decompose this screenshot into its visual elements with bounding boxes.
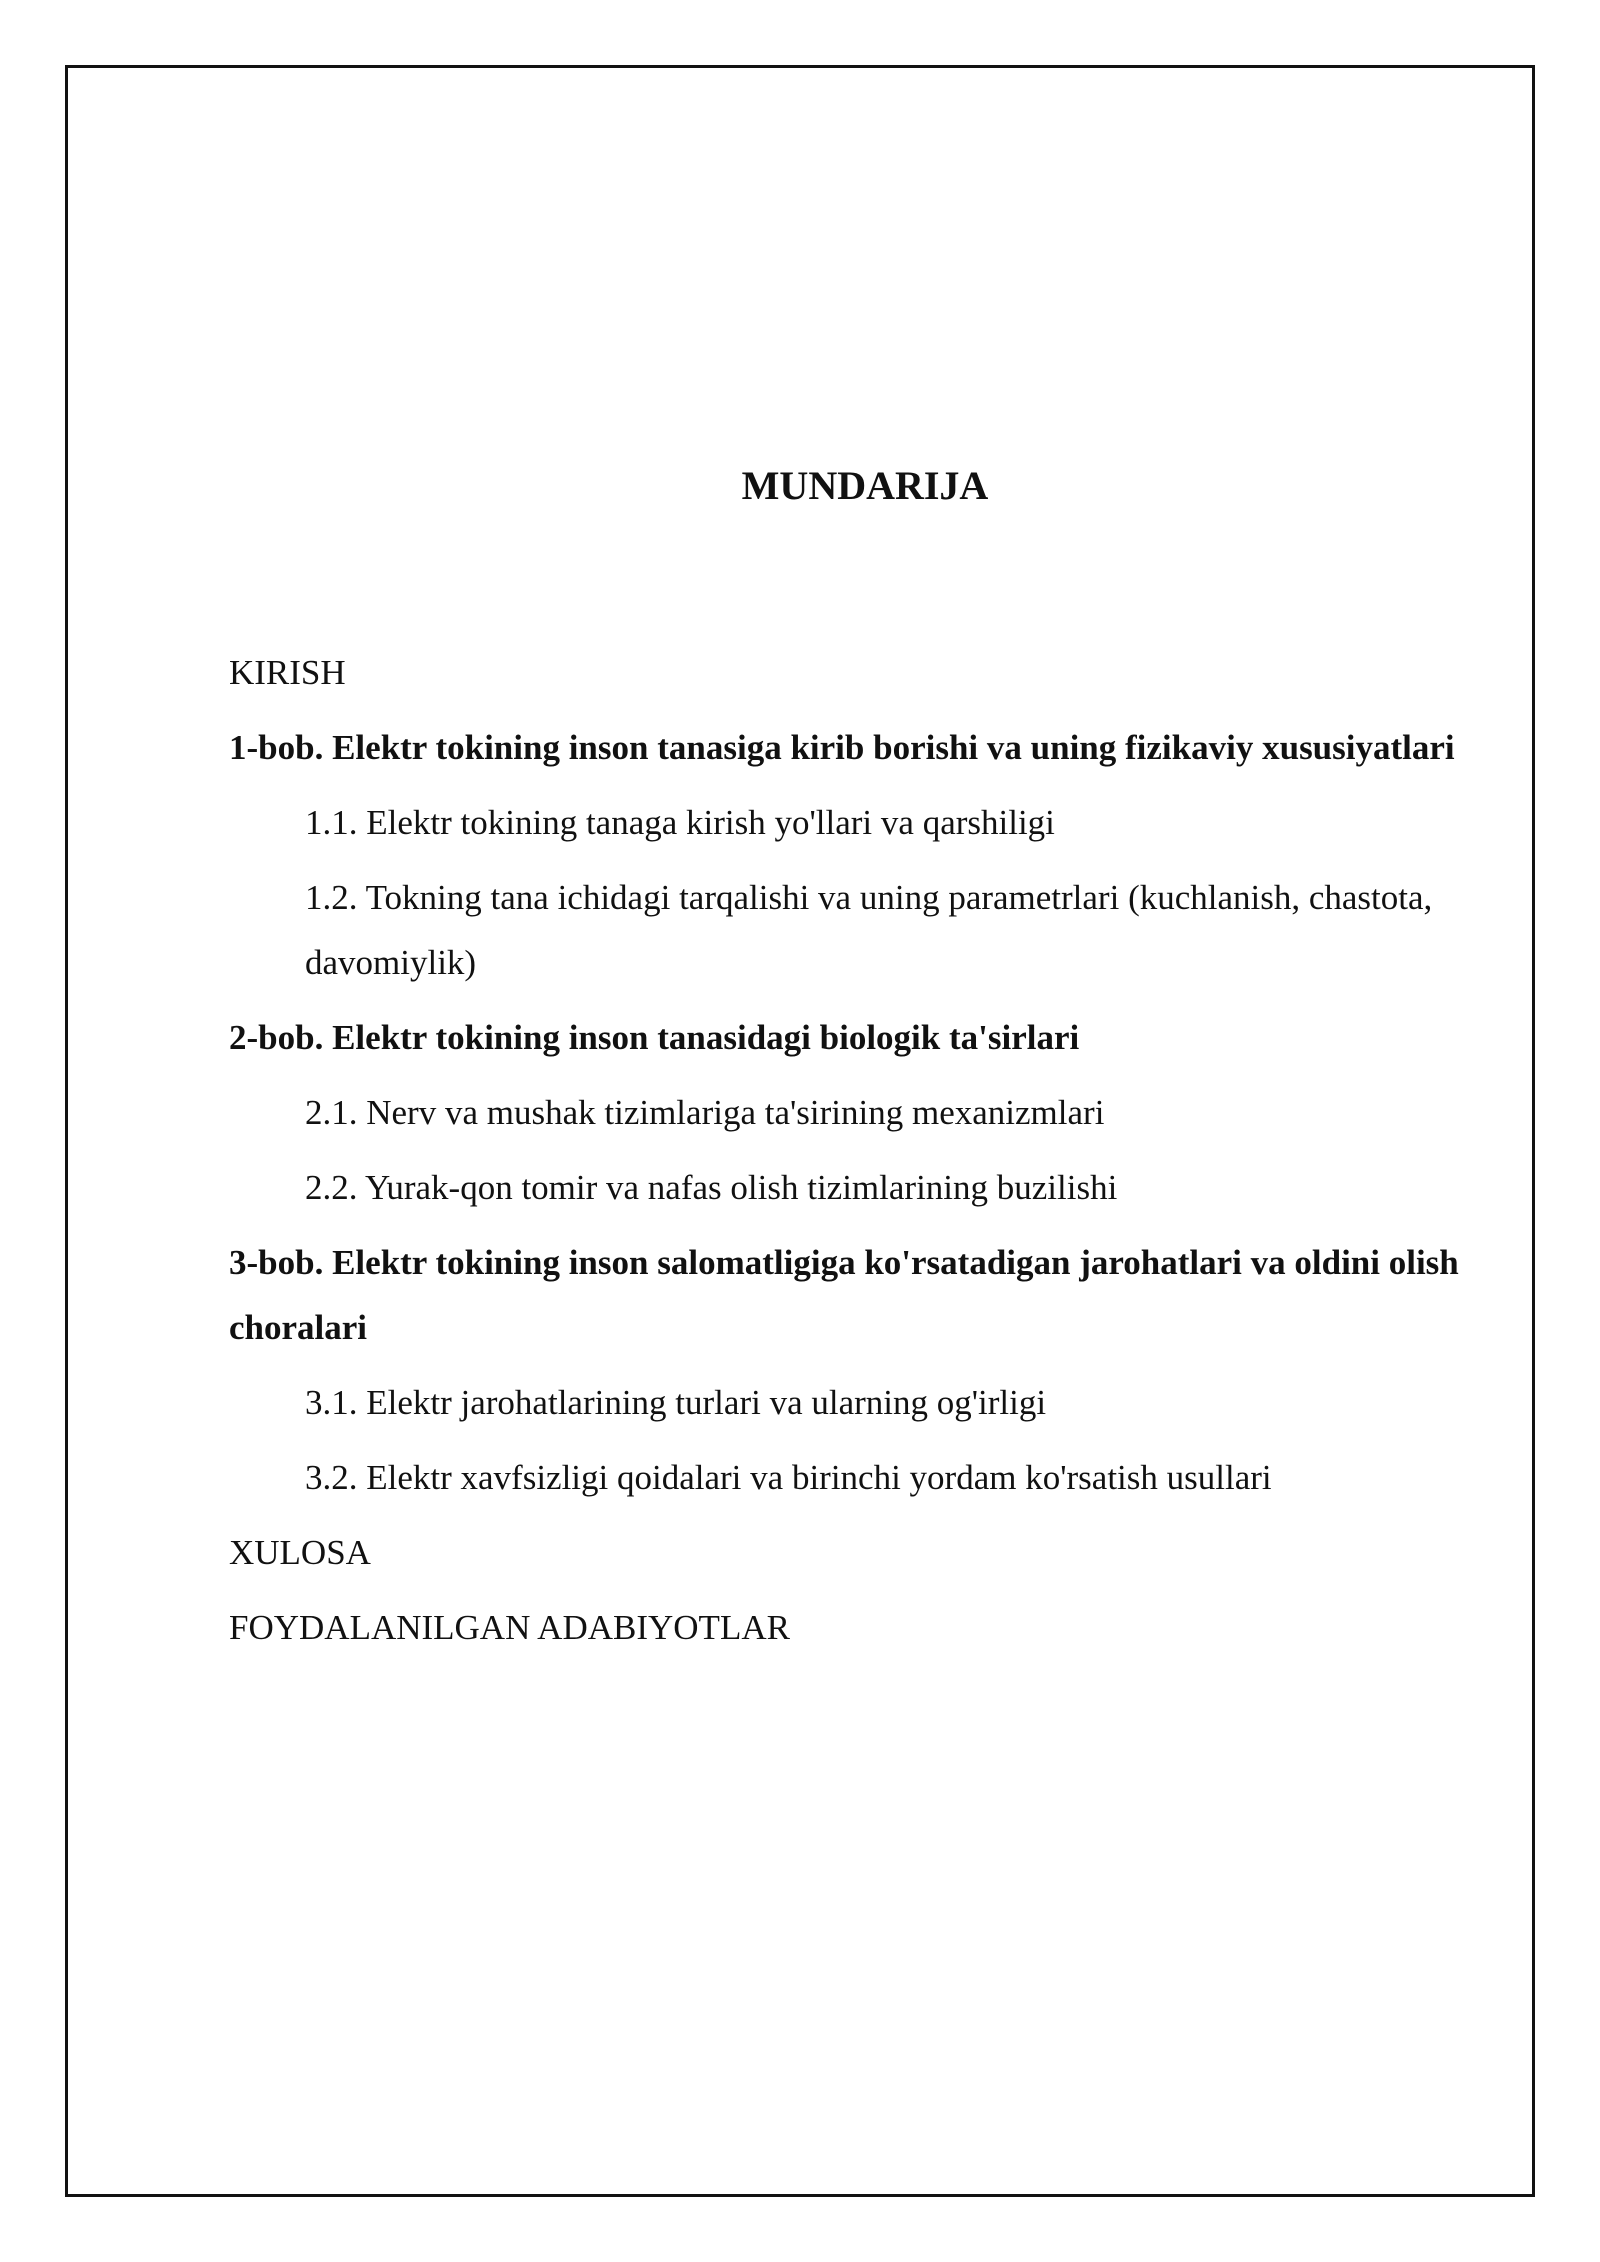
page-title: MUNDARIJA [741,463,989,508]
toc-section-3-2: 3.2. Elektr xavfsizligi qoidalari va birinchi yordam ko'rsatish usullari [305,1458,1272,1497]
toc-item-references: FOYDALANILGAN ADABIYOTLAR [229,1608,790,1647]
toc-section-2-1: 2.1. Nerv va mushak tizimlariga ta'sirining mexanizmlari [305,1093,1105,1132]
toc-item-conclusion: XULOSA [229,1533,371,1572]
toc-section-1-1: 1.1. Elektr tokining tanaga kirish yo'llari va qarshiligi [305,803,1055,842]
toc-chapter-1: 1-bob. Elektr tokining inson tanasiga kirib borishi va uning fizikaviy xususiyatlari [229,728,1455,767]
table-of-contents [229,640,1479,1670]
toc-item-introduction: KIRISH [229,653,346,692]
toc-section-3-1: 3.1. Elektr jarohatlarining turlari va ularning og'irligi [305,1383,1047,1422]
toc-section-2-2: 2.2. Yurak-qon tomir va nafas olish tizimlarining buzilishi [305,1168,1118,1207]
toc-chapter-3: 3-bob. Elektr tokining inson salomatligiga ko'rsatadigan jarohatlari va oldini olish choralari [229,1243,1459,1347]
toc-chapter-2: 2-bob. Elektr tokining inson tanasidagi biologik ta'sirlari [229,1018,1080,1057]
toc-section-1-2: 1.2. Tokning tana ichidagi tarqalishi va uning parametrlari (kuchlanish, chastota, davomiylik) [305,878,1433,982]
